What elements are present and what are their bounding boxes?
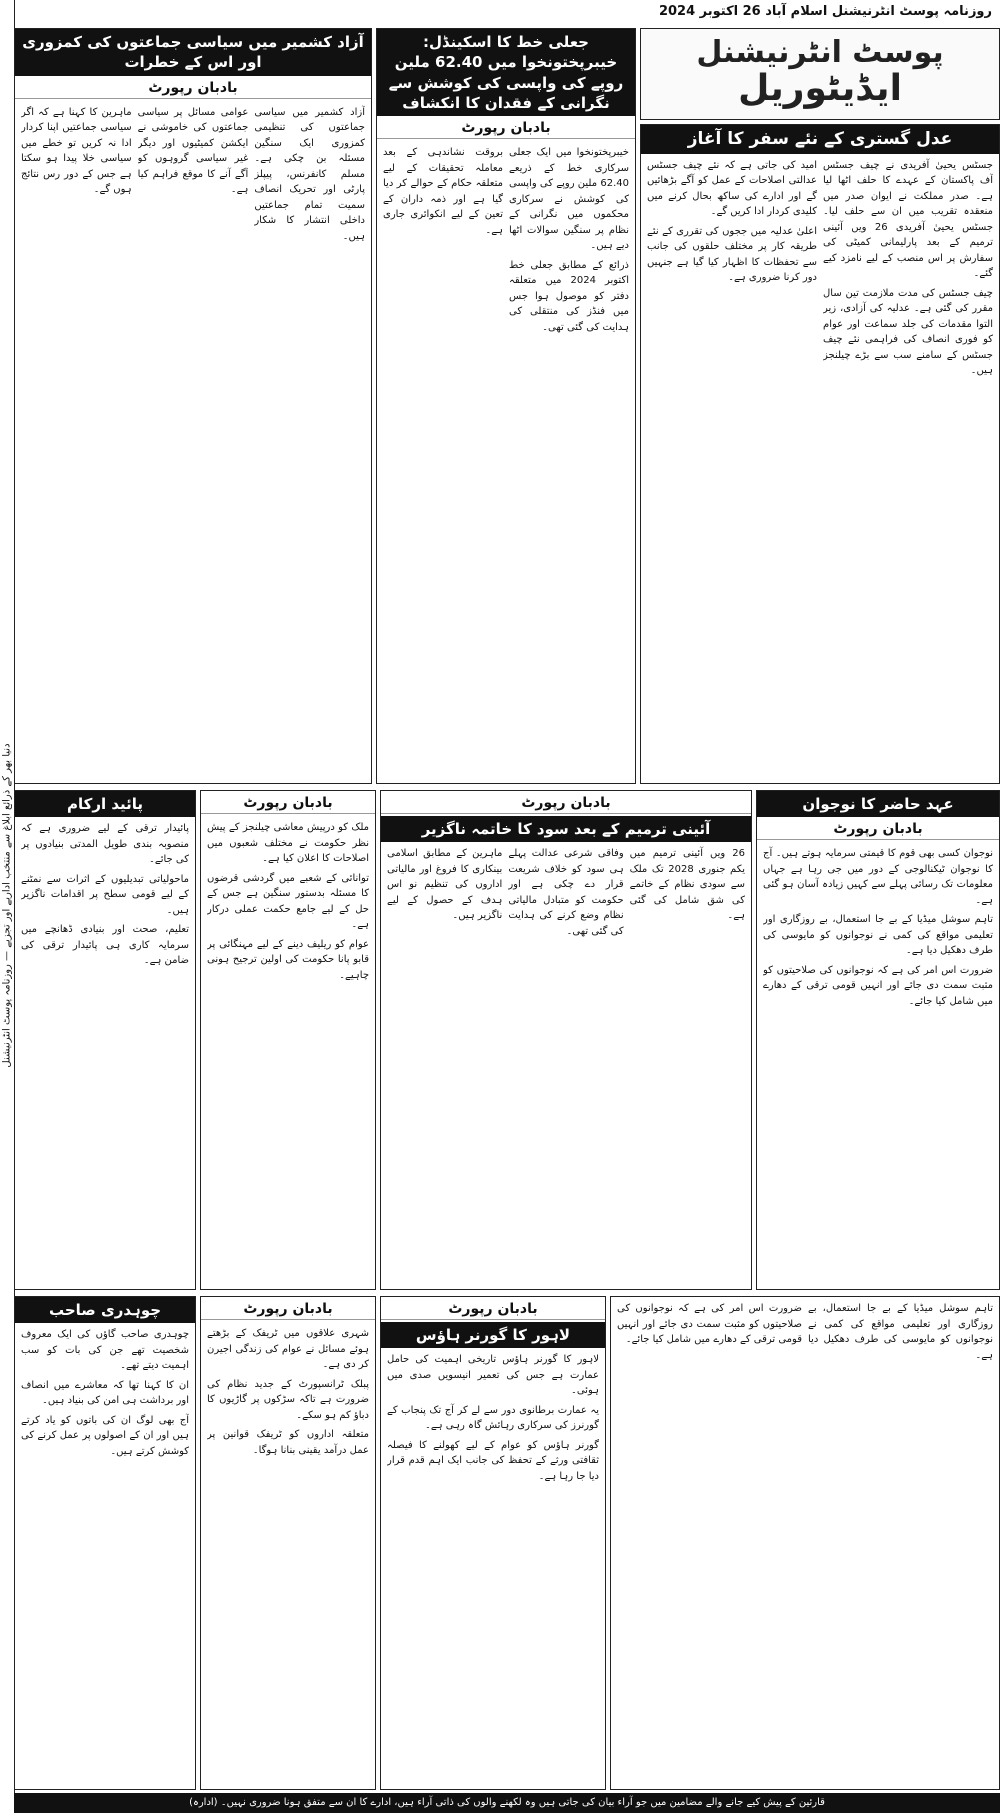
paragraph: آزاد کشمیر میں سیاسی جماعتوں کی تنظیمی کمزوری ایک سنگین مسئلہ بن چکی ہے۔ مسلم کانفرنس، پیپلز پارٹی اور تحریک انصاف سمیت تمام جماعتیں داخلی انتشار کا شکار ہیں۔	[254, 106, 365, 242]
paragraph: چیف جسٹس کی مدت ملازمت تین سال مقرر کی گئی ہے۔ عدلیہ کی آزادی، زیر التوا مقدمات کی جلد سماعت اور عوام کو فوری انصاف کی فراہمی نئے چیف جسٹس کے سامنے سب سے بڑے چیلنجز ہیں۔	[823, 287, 993, 377]
article-editorial-9	[200, 1296, 376, 1790]
dateline: روزنامہ پوسٹ انٹرنیشنل اسلام آباد 26 اکتوبر 2024	[658, 4, 992, 19]
article-title: آزاد کشمیر میں سیاسی جماعتوں کی کمزوری اور اس کے خطرات	[15, 29, 371, 76]
paragraph: شہری علاقوں میں ٹریفک کے بڑھتے ہوئے مسائل نے عوام کی زندگی اجیرن کر دی ہے۔	[207, 1328, 369, 1370]
paragraph: جسٹس یحییٰ آفریدی نے چیف جسٹس آف پاکستان کے عہدے کا حلف اٹھا لیا ہے۔ صدر مملکت نے ایوان صدر میں منعقدہ تقریب میں ان سے حلف لیا۔ جسٹس یحییٰ آفریدی 26 ویں آئینی ترمیم کے بعد پارلیمانی کمیٹی کی سفارش پر اس منصب کے لیے نامزد کیے گئے۔	[823, 159, 993, 280]
paragraph: آج بھی لوگ ان کی باتوں کو یاد کرتے ہیں اور ان کے اصولوں پر عمل کرنے کی کوشش کرتے ہیں۔	[21, 1414, 189, 1457]
paragraph: نوجوان کسی بھی قوم کا قیمتی سرمایہ ہوتے ہیں۔ آج کا نوجوان ٹیکنالوجی کے دور میں جی رہا ہے جہاں معلومات تک رسائی پہلے سے کہیں زیادہ آسان ہو گئی ہے۔	[763, 848, 993, 906]
paragraph: وفاقی شرعی عدالت پہلے ہی سود کو خلاف شریعت قرار دے چکی ہے اور حکومت کو متبادل مالیاتی نظام وضع کرنے کی ہدایت کی گئی تھی۔	[508, 848, 624, 937]
article-editorial-2	[376, 28, 636, 784]
article-title: لاہور کا گورنر ہاؤس	[381, 1322, 605, 1348]
paragraph: یہ عمارت برطانوی دور سے لے کر آج تک پنجاب کے گورنرز کی سرکاری رہائش گاہ رہی ہے۔	[387, 1404, 599, 1432]
article-title: بادبان رپورٹ	[201, 795, 375, 814]
byline: بادبان رپورٹ	[15, 80, 371, 99]
paragraph: ضرورت اس امر کی ہے کہ نوجوانوں کی صلاحیتوں کو مثبت سمت دی جائے اور انہیں قومی ترقی کے دھارے میں شامل کیا جائے۔	[763, 964, 993, 1007]
paragraph: عوام کو ریلیف دینے کے لیے مہنگائی پر قابو پانا حکومت کی اولین ترجیح ہونی چاہیے۔	[207, 938, 369, 981]
paragraph: عوامی مسائل پر سیاسی جماعتوں کی خاموشی نے ایکشن کمیٹیوں اور دیگر غیر سیاسی گروہوں کو آگے آنے کا موقع فراہم کیا ہے۔	[137, 106, 249, 195]
article-editorial-4-continued	[610, 1296, 1000, 1790]
article-title: چوہدری صاحب	[15, 1297, 195, 1323]
paragraph: گورنر ہاؤس کو عوام کے لیے کھولنے کا فیصلہ ثقافتی ورثے کے تحفظ کی جانب ایک اہم قدم قرار دیا جا رہا ہے۔	[387, 1439, 599, 1482]
byline: بادبان رپورٹ	[757, 821, 999, 840]
paragraph: متعلقہ اداروں کو ٹریفک قوانین پر عمل درآمد یقینی بنانا ہوگا۔	[207, 1429, 369, 1456]
paragraph: ذرائع کے مطابق جعلی خط اکتوبر 2024 میں متعلقہ دفتر کو موصول ہوا جس میں فنڈز کی منتقلی کی ہدایت کی گئی تھی۔	[509, 259, 629, 333]
paragraph: تاہم سوشل میڈیا کے بے جا استعمال، بے روزگاری اور تعلیمی مواقع کی کمی نے نوجوانوں کو مایوسی کی طرف دھکیل دیا ہے۔	[808, 1303, 993, 1361]
article-editorial-10	[14, 1296, 196, 1790]
article-editorial-8	[380, 1296, 606, 1790]
masthead	[640, 28, 1000, 120]
paragraph: اعلیٰ عدلیہ میں ججوں کی تقرری کے نئے طریقہ کار پر مختلف حلقوں کی جانب سے تحفظات کا اظہار کیا گیا ہے جنہیں دور کرنا ضروری ہے۔	[647, 225, 817, 284]
paragraph: بروقت نشاندہی کے بعد معاملہ تحقیقات کے لیے متعلقہ حکام کے حوالے کر دیا گیا ہے اور ذمہ داران کے تعین کے لیے انکوائری جاری ہے۔	[383, 147, 503, 236]
paragraph: توانائی کے شعبے میں گردشی قرضوں کا مسئلہ بدستور سنگین ہے جس کے حل کے لیے جامع حکمت عملی درکار ہے۔	[207, 872, 369, 930]
article-editorial-5	[380, 790, 752, 1290]
article-editorial-6	[200, 790, 376, 1290]
paragraph: ماہرین کا کہنا ہے کہ اگر سیاسی جماعتیں اپنا کردار ادا نہ کریں تو خطے میں سیاسی خلا پیدا ہو سکتا ہے جس کے دور رس نتائج ہوں گے۔	[20, 106, 132, 195]
byline: بادبان رپورٹ	[381, 795, 751, 814]
article-editorial-7	[14, 790, 196, 1290]
article-editorial-3	[14, 28, 372, 784]
paragraph: ملک کو درپیش معاشی چیلنجز کے پیش نظر حکومت نے مختلف شعبوں میں اصلاحات کا اعلان کیا ہے۔	[207, 822, 369, 864]
paragraph: خیبرپختونخوا میں ایک جعلی سرکاری خط کے ذریعے 62.40 ملین روپے کی واپسی کی کوشش نے سرکاری محکموں میں نگرانی کے نظام پر سنگین سوالات اٹھا دیے ہیں۔	[509, 147, 629, 251]
paragraph: لاہور کا گورنر ہاؤس تاریخی اہمیت کی حامل عمارت ہے جس کی تعمیر انیسویں صدی میں ہوئی۔	[387, 1354, 599, 1397]
article-title: پائید ارکام	[15, 791, 195, 817]
masthead-line-2: ایڈیٹوریل	[738, 68, 902, 109]
article-editorial-1	[640, 124, 1000, 784]
paragraph: ضرورت اس امر کی ہے کہ نوجوانوں کی صلاحیتوں کو مثبت سمت دی جائے اور انہیں قومی ترقی کے دھارے میں شامل کیا جائے۔	[617, 1303, 802, 1345]
masthead-line-1: پوسٹ انٹرنیشنل	[696, 35, 944, 70]
paragraph: ان کا کہنا تھا کہ معاشرے میں انصاف اور برداشت ہی امن کی بنیاد ہیں۔	[21, 1379, 189, 1407]
paragraph: ماحولیاتی تبدیلیوں کے اثرات سے نمٹنے کے لیے قومی سطح پر اقدامات ناگزیر ہیں۔	[21, 873, 189, 916]
article-title: بادبان رپورٹ	[201, 1301, 375, 1320]
paragraph: چوہدری صاحب گاؤں کی ایک معروف شخصیت تھے جن کی بات کو سب اہمیت دیتے تھے۔	[21, 1329, 189, 1372]
side-strip: دنیا بھر کے ذرائع ابلاغ سے منتخب اداریے اور تجزیے — روزنامہ پوسٹ انٹرنیشنل	[0, 0, 15, 1813]
paragraph: امید کی جاتی ہے کہ نئے چیف جسٹس عدالتی اصلاحات کے عمل کو آگے بڑھائیں گے اور ادارے کی ساکھ بحال کرنے میں کلیدی کردار ادا کریں گے۔	[647, 159, 817, 218]
article-title: عدل گستری کے نئے سفر کا آغاز	[641, 125, 999, 154]
article-title: عہد حاضر کا نوجوان	[757, 791, 999, 817]
paragraph: ماہرین کے مطابق اسلامی بینکاری کا فروغ اور مالیاتی اداروں کی تنظیم نو اس ہدف کے حصول کے لیے ناگزیر ہیں۔	[387, 848, 503, 922]
paragraph: پبلک ٹرانسپورٹ کے جدید نظام کی ضرورت ہے تاکہ سڑکوں پر گاڑیوں کا دباؤ کم ہو سکے۔	[207, 1378, 369, 1421]
paragraph: پائیدار ترقی کے لیے ضروری ہے کہ منصوبہ بندی طویل المدتی بنیادوں پر کی جائے۔	[21, 823, 189, 866]
paragraph: 26 ویں آئینی ترمیم میں یکم جنوری 2028 تک ملک سے سودی نظام کے خاتمے کی شق شامل کی گئی ہے۔	[629, 848, 745, 922]
article-title: آئینی ترمیم کے بعد سود کا خاتمہ ناگزیر	[381, 816, 751, 842]
paragraph: تاہم سوشل میڈیا کے بے جا استعمال، بے روزگاری اور تعلیمی مواقع کی کمی نے نوجوانوں کو مایوسی کی طرف دھکیل دیا ہے۔	[763, 914, 993, 957]
paragraph: تعلیم، صحت اور بنیادی ڈھانچے میں سرمایہ کاری ہی پائیدار ترقی کی ضامن ہے۔	[21, 924, 189, 967]
article-title: جعلی خط کا اسکینڈل: خیبرپختونخوا میں 62.40 ملین روپے کی واپسی کی کوشش سے نگرانی کے فقدان کا انکشاف	[377, 29, 635, 116]
article-editorial-4	[756, 790, 1000, 1290]
byline: بادبان رپورٹ	[381, 1301, 605, 1320]
footer-disclaimer: قارئین کے پیش کیے جانے والے مضامین میں جو آراء بیان کی جاتی ہیں وہ لکھنے والوں کی ذاتی آراء ہیں، ادارے کا ان سے متفق ہونا ضروری نہیں۔ (ادارہ)	[14, 1793, 1000, 1813]
byline: بادبان رپورٹ	[377, 120, 635, 139]
